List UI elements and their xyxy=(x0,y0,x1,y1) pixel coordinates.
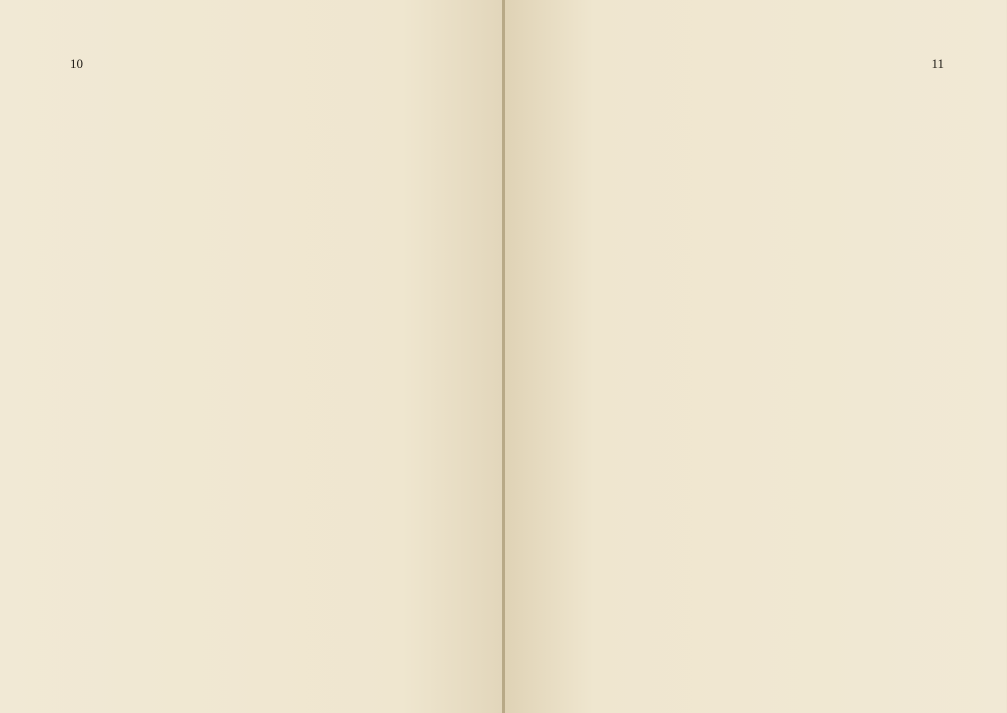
left-page xyxy=(0,0,503,713)
page-number: 11 xyxy=(931,56,944,71)
page-number: 10 xyxy=(70,56,83,71)
book-gutter xyxy=(502,0,505,713)
right-page xyxy=(503,0,1006,713)
